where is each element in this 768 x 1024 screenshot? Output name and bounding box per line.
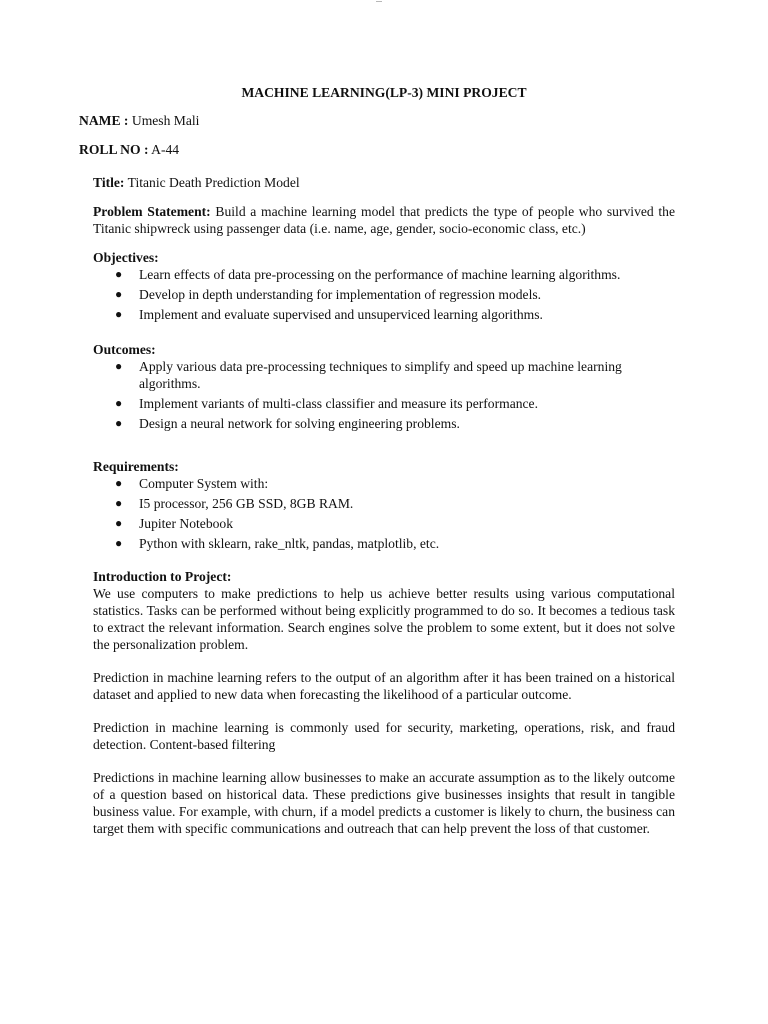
list-item: ● Design a neural network for solving engineering problems.: [115, 416, 460, 431]
bullet-icon: ●: [115, 416, 123, 430]
roll-value: A-44: [151, 142, 180, 157]
intro-paragraph: We use computers to make predictions to help us achieve better results using various computational statistics. Tasks can be performed without being explicitly programmed to do so. It becomes a tedious task to extract the relevant information. Search engines solve the problem to some extent, but it does not solve the personalization problem.: [93, 586, 675, 652]
bullet-icon: ●: [115, 496, 123, 510]
intro-paragraph: Prediction in machine learning refers to the output of an algorithm after it has been trained on a historical dataset and applied to new data when forecasting the likelihood of a particular outcome.: [93, 670, 675, 702]
bullet-icon: ●: [115, 307, 123, 321]
intro-paragraph: Predictions in machine learning allow businesses to make an accurate assumption as to the likely outcome of a question based on historical data. These predictions give businesses insights that result in tangible business value. For example, with churn, if a model predicts a customer is likely to churn, the business can target them with specific communications and outreach that can help prevent the loss of that customer.: [93, 770, 675, 836]
page-header-mark: [376, 0, 382, 4]
list-item: ● Implement and evaluate supervised and unsuperviced learning algorithms.: [115, 307, 543, 322]
list-item: ● Apply various data pre-processing techniques to simplify and speed up machine learning algorithms.: [115, 359, 622, 391]
name-value: Umesh Mali: [131, 113, 200, 128]
bullet-icon: ●: [115, 476, 123, 490]
list-item: ● Jupiter Notebook: [115, 516, 234, 531]
problem-label: Problem Statement:: [93, 204, 211, 219]
document-title: MACHINE LEARNING(LP-3) MINI PROJECT: [241, 85, 527, 100]
title-line: [93, 174, 675, 191]
list-item: ● I5 processor, 256 GB SSD, 8GB RAM.: [115, 496, 354, 511]
bullet-icon: ●: [115, 287, 123, 301]
problem-statement: [93, 203, 675, 237]
bullet-icon: ●: [115, 516, 123, 530]
list-item: ● Learn effects of data pre-processing on the performance of machine learning algorithms.: [115, 267, 621, 282]
outcomes-list: [93, 358, 633, 432]
requirements-heading: Requirements:: [93, 459, 179, 474]
outcomes-heading: Outcomes:: [93, 342, 156, 357]
bullet-icon: ●: [115, 267, 123, 281]
list-item: ● Implement variants of multi-class classifier and measure its performance.: [115, 396, 538, 411]
roll-label: ROLL NO :: [79, 142, 149, 157]
requirements-list: [93, 475, 675, 552]
objectives-list: [93, 266, 675, 323]
title-label: Title:: [93, 175, 125, 190]
bullet-icon: ●: [115, 359, 123, 373]
document-body: [93, 174, 675, 837]
bullet-icon: ●: [115, 536, 123, 550]
list-item: ● Python with sklearn, rake_nltk, pandas, matplotlib, etc.: [115, 536, 440, 551]
list-item: ● Develop in depth understanding for implementation of regression models.: [115, 287, 542, 302]
list-item: ● Computer System with:: [115, 476, 269, 491]
intro-paragraph: Prediction in machine learning is commonly used for security, marketing, operations, risk, and fraud detection. Content-based filtering: [93, 720, 675, 752]
name-field: [79, 112, 199, 129]
objectives-heading: Objectives:: [93, 250, 159, 265]
name-label: NAME :: [79, 113, 129, 128]
title-value: Titanic Death Prediction Model: [127, 175, 300, 190]
bullet-icon: ●: [115, 396, 123, 410]
problem-text: Build a machine learning model that predicts the type of people who survived the Titanic shipwreck using passenger data (i.e. name, age, gender, socio-economic class, etc.): [93, 204, 676, 236]
introduction-heading: Introduction to Project:: [93, 569, 232, 584]
roll-field: [79, 141, 179, 158]
